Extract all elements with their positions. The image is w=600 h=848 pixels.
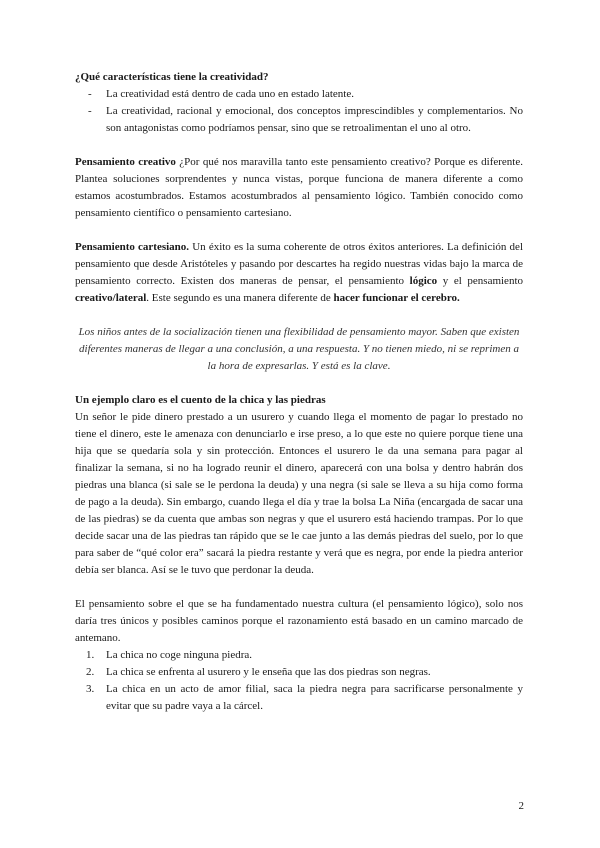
item-number: 1.	[86, 649, 95, 661]
logical-thinking-paragraph: El pensamiento sobre el que se ha fundamentado nuestra cultura (el pensamiento lógico), solo nos daría tres únicos y posibles caminos porque el razonamiento está basado en un camino marcado de antemano.	[75, 598, 523, 644]
bullet-dash: -	[88, 105, 92, 117]
item-text: La chica se enfrenta al usurero y le enseña que las dos piedras son negras.	[106, 666, 431, 678]
cartesian-text-2: y el pensamiento	[437, 275, 523, 287]
bold-hacer: hacer funcionar el cerebro.	[333, 292, 460, 304]
cartesian-thinking-paragraph	[75, 239, 523, 307]
creative-thinking-paragraph	[75, 154, 523, 222]
item-number: 2.	[86, 666, 95, 678]
cartesian-text-3: . Este segundo es una manera diferente de	[146, 292, 334, 304]
section-heading: ¿Qué características tiene la creatividad?	[75, 71, 269, 83]
story-paragraph: Un señor le pide dinero prestado a un usurero y cuando llega el momento de pagar lo prestado no tiene el dinero, este le amenaza con denunciarlo e irse preso, a lo que este no quiere porque tiene una hija que se quedaría sola y sin protección. Entonces el usurero le da una semana para pagar al finalizar la semana, si no ha logrado reunir el dinero, aparecerá con una bolsa y dentro habrán dos piedras una blanca (si sale se le perdona la deuda) y una negra (si sale se lleva a su hija como forma de pago a la deuda). Sin embargo, cuando llega el día y trae la bolsa La Niña (encargada de sacar una de las piedras) se da cuenta que ambas son negras y que el usurero está haciendo trampas. Por lo que decide sacar una de las piedras tan rápido que se le cae junto a las demás piedras del suelo, por lo que para saber de “qué color era” sacará la piedra restante y verá que es negra, por ende la piedra anterior debía ser blanca. Así se le tuvo que perdonar la deuda.	[75, 411, 523, 576]
bullet-item	[75, 103, 523, 137]
bullet-dash: -	[88, 88, 92, 100]
numbered-item	[75, 647, 523, 664]
italic-quote: Los niños antes de la socialización tienen una flexibilidad de pensamiento mayor. Saben que existen diferentes maneras de llegar a una conclusión, a una respuesta. Y no tienen miedo, ni se reprimen a la hora de expresarlas. Y está es la clave.	[78, 326, 520, 372]
item-number: 3.	[86, 683, 95, 695]
item-text: La chica en un acto de amor filial, saca la piedra negra para sacrificarse personalmente y evitar que su padre vaya a la cárcel.	[106, 683, 523, 712]
item-text: La chica no coge ninguna piedra.	[106, 649, 252, 661]
term-creative: Pensamiento creativo	[75, 156, 176, 168]
story-title: Un ejemplo claro es el cuento de la chica y las piedras	[75, 394, 326, 406]
creative-text: ¿Por qué nos maravilla tanto este pensamiento creativo? Porque es diferente. Plantea soluciones sorprendentes y nunca vistas, porque funciona de manera diferente a como estamos acostumbrados. Estamos acostumbrados al pensamiento lógico. También conocido como pensamiento científico o pensamiento cartesiano.	[75, 156, 523, 219]
bold-creativo: creativo/lateral	[75, 292, 147, 304]
cartesian-text-1: Un éxito es la suma coherente de otros éxitos anteriores. La definición del pensamiento que desde Aristóteles y pasando por descartes ha regido nuestras vidas bajo la marca de pensamiento correcto. Existen dos maneras de pensar, el pensamiento	[75, 241, 523, 287]
numbered-item	[75, 681, 523, 715]
bullet-list	[75, 86, 523, 137]
numbered-item	[75, 664, 523, 681]
page-number: 2	[518, 800, 524, 812]
bold-logico: lógico	[409, 275, 438, 287]
numbered-list	[75, 647, 523, 715]
term-cartesian: Pensamiento cartesiano.	[75, 241, 190, 253]
bullet-item	[75, 86, 523, 103]
bullet-text: La creatividad está dentro de cada uno en estado latente.	[106, 88, 354, 100]
bullet-text: La creatividad, racional y emocional, dos conceptos imprescindibles y complementarios. No son antagonistas como podríamos pensar, sino que se retroalimentan el uno al otro.	[106, 105, 523, 134]
